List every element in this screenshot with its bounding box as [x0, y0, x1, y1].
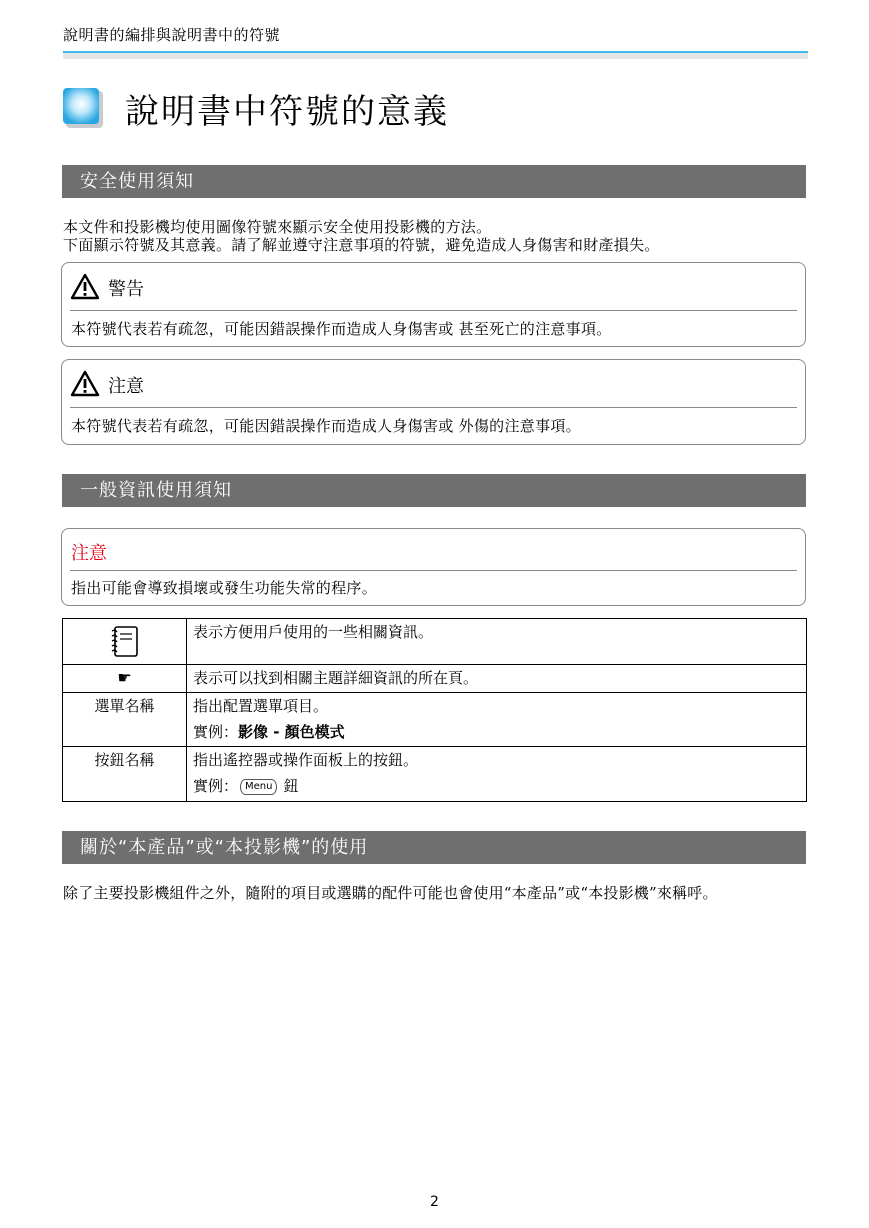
description-cell: [187, 665, 807, 693]
menu-path-example: 影像 - 顏色模式: [238, 723, 345, 741]
safety-intro-line2: 下面顯示符號及其意義。請了解並遵守注意事項的符號，避免造成人身傷害和財產損失。: [63, 236, 660, 254]
warning-text: 本符號代表若有疏忽，可能因錯誤操作而造成人身傷害或 甚至死亡的注意事項。: [71, 320, 612, 338]
symbol-cell: [63, 619, 187, 665]
row3-example: [193, 719, 806, 745]
section-heading-product: 關於“本產品”或“本投影機”的使用: [62, 831, 806, 864]
safety-intro-line1: 本文件和投影機均使用圖像符號來顯示安全使用投影機的方法。: [63, 218, 492, 236]
table-row: [63, 619, 807, 665]
caution-notice: [61, 359, 806, 445]
section-heading-general: 一般資訊使用須知: [62, 474, 806, 507]
attention-label: 注意: [71, 543, 107, 564]
button-suffix: 鈕: [283, 777, 299, 795]
page-title: 說明書中符號的意義: [125, 92, 449, 132]
symbol-cell: [63, 693, 187, 747]
row1-description: 表示方便用戶使用的一些相關資訊。: [193, 623, 434, 641]
table-row: [63, 693, 807, 747]
symbol-cell: [63, 747, 187, 802]
warning-notice-header: [70, 263, 797, 311]
title-bullet-icon: [63, 88, 103, 128]
symbol-reference-table: [62, 618, 807, 802]
warning-label: 警告: [108, 279, 144, 300]
warning-notice: [61, 262, 806, 347]
description-cell: [187, 693, 807, 747]
attention-notice: [61, 528, 806, 606]
attention-text: 指出可能會導致損壞或發生功能失常的程序。: [71, 579, 378, 597]
menu-button-icon: Menu: [240, 779, 277, 795]
product-naming-text: 除了主要投影機組件之外，隨附的項目或選購的配件可能也會使用“本產品”或“本投影機”來稱呼。: [63, 884, 718, 902]
row4-example: [193, 773, 806, 799]
attention-notice-header: [70, 529, 797, 571]
caution-triangle-icon: [70, 370, 100, 397]
warning-triangle-icon: [70, 273, 100, 300]
pointing-hand-icon: ☛: [117, 668, 132, 687]
notebook-icon: [110, 625, 140, 659]
description-cell: [187, 619, 807, 665]
row3-description: 指出配置選單項目。: [193, 697, 329, 715]
row4-description: 指出遙控器或操作面板上的按鈕。: [193, 751, 419, 769]
example-label: 實例：: [193, 723, 239, 741]
page-number: 2: [430, 1194, 439, 1210]
symbol-cell: [63, 665, 187, 693]
table-row: [63, 665, 807, 693]
caution-notice-header: [70, 360, 797, 408]
description-cell: [187, 747, 807, 802]
running-header: 說明書的編排與說明書中的符號: [63, 26, 281, 44]
table-row: [63, 747, 807, 802]
menu-name-label: 選單名稱: [94, 697, 155, 715]
button-name-label: 按鈕名稱: [94, 751, 155, 769]
row2-description: 表示可以找到相關主題詳細資訊的所在頁。: [193, 669, 479, 687]
caution-text: 本符號代表若有疏忽，可能因錯誤操作而造成人身傷害或 外傷的注意事項。: [71, 417, 581, 435]
example-label: 實例：: [193, 777, 239, 795]
header-rule-shadow: [63, 53, 808, 59]
caution-label: 注意: [108, 376, 144, 397]
section-heading-safety: 安全使用須知: [62, 165, 806, 198]
